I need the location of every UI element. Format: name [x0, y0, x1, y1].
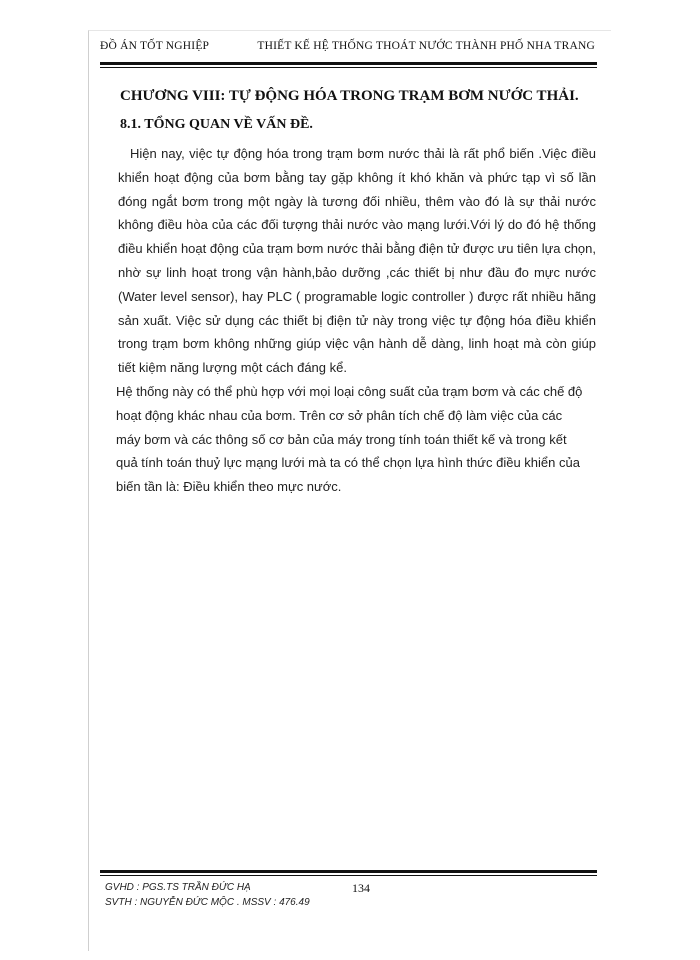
chapter-title: CHƯƠNG VIII: TỰ ĐỘNG HÓA TRONG TRẠM BƠM NƯỚC THẢI.: [120, 88, 579, 104]
section-title: 8.1. TỔNG QUAN VỀ VẤN ĐỀ.: [120, 117, 313, 132]
header-right-text: THIẾT KẾ HỆ THỐNG THOÁT NƯỚC THÀNH PHỐ NHA TRANG: [257, 40, 595, 52]
header-rule-thick: [100, 62, 597, 65]
body-text: [118, 142, 596, 499]
paragraph-2: Hệ thống này có thể phù hợp với mọi loại công suất của trạm bơm và các chế độ hoạt động khác nhau của bơm. Trên cơ sở phân tích chế độ làm việc của các máy bơm và các thông số cơ bản của máy trong tính toán thiết kế và trong kết quả tính toán thuỷ lực mạng lưới mà ta có thể chọn lựa hình thức điều khiển của biến tần là: Điều khiển theo mực nước.: [116, 383, 583, 495]
footer-rule-thick: [100, 870, 597, 873]
footer-rule-thin: [100, 875, 597, 876]
header-rule-thin: [100, 67, 597, 68]
page-number: 134: [352, 881, 370, 895]
header-left-text: ĐỒ ÁN TỐT NGHIỆP: [100, 40, 210, 52]
footer-student: SVTH : NGUYỄN ĐỨC MỘC . MSSV : 476.49: [105, 897, 310, 908]
page-footer: [105, 880, 310, 910]
paragraph-1: Hiện nay, việc tự động hóa trong trạm bơm nước thải là rất phổ biến .Việc điều khiển hoạt động của bơm bằng tay gặp không ít khó khăn và phức tạp vì số lần đóng ngắt bơm trong một ngày là tương đối nhiều, thêm vào đó là sự thải nước không điều hòa của các đối tượng thải nước vào mạng lưới.Với lý do đó hệ thống điều khiển hoạt động của trạm bơm nước thải bằng điện tử được ưu tiên lựa chọn, nhờ sự linh hoạt trong vận hành,bảo dưỡng ,các thiết bị như đầu đo mực nước (Water level sensor), hay PLC ( programable logic controller ) được rất nhiều hãng sản xuất. Việc sử dụng các thiết bị điện tử này trong việc tự động hóa điều khiển trong trạm bơm không những giúp việc vận hành dễ dàng, linh hoạt mà còn giúp tiết kiệm năng lượng một cách đáng kể.: [118, 146, 596, 376]
footer-supervisor: GVHD : PGS.TS TRẦN ĐỨC HẠ: [105, 882, 251, 893]
